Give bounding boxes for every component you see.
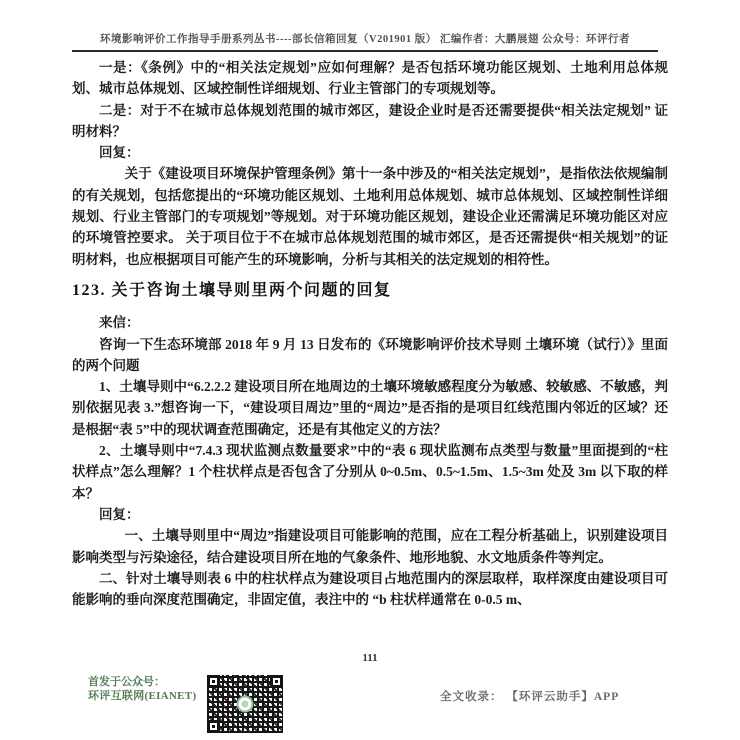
paragraph-question-2: 二是：对于不在城市总体规划范围的城市郊区，建设企业时是否还需要提供“相关法定规划” 证明材料？ [72,102,668,139]
qr-finder-bottom-left-icon [207,720,220,733]
paragraph-reply-label-2: 回复： [99,506,140,522]
publisher-line1: 首发于公众号： [88,676,165,688]
page-number: 111 [362,652,378,664]
paragraph-letter-intro: 咨询一下生态环境部 2018 年 9 月 13 日发布的《环境影响评价技术导则 土壤环境（试行）》里面的两个问题 [72,336,668,373]
paragraph-letter-q1: 1、土壤导则中“6.2.2.2 建设项目所在地周边的土壤环境敏感程度分为敏感、较敏感、不敏感，判别依据见表 3.”想咨询一下，“建设项目周边”里的“周边”是否指的是项目红线范围内邻近的区域？还是根据“表 5”中的现状调查范围确定，还是有其他定义的方法？ [72,379,668,437]
paragraph-reply-a2: 二、针对土壤导则表 6 中的柱状样点为建设项目占地范围内的深层取样，取样深度由建设项目可能影响的垂向深度范围确定，非固定值，表注中的 “b 柱状样通常在 0-0.5 m、 [72,570,668,608]
paragraph-reply-label: 回复： [99,145,140,161]
publisher-line2: 环评互联网(EIANET) [88,689,197,702]
document-body [72,57,668,610]
section-heading: 123. 关于咨询土壤导则里两个问题的回复 [72,281,392,299]
header-title: 环境影响评价工作指导手册系列丛书----部长信箱回复（V201901 版） 汇编作者：大鹏展翅 公众号：环评行者 [100,34,630,45]
paragraph-letter-q2: 2、土壤导则中“7.4.3 现状监测点数量要求”中的“表 6 现状监测布点类型与数量”里面提到的“柱状样点”怎么理解？1 个柱状样点是否包含了分别从 0~0.5m、0.5~1.5m、1.5~3m 处及 3m 以下取的样本？ [72,443,668,501]
page-header [72,31,658,52]
paragraph-letter-label: 来信： [99,315,140,331]
collection-note: 全文收录： 【环评云助手】APP [440,691,620,703]
qr-finder-top-left-icon [207,675,220,688]
qr-finder-top-right-icon [270,675,283,688]
publisher-info [88,676,196,703]
paragraph-question-1: 一是：《条例》中的“相关法定规划”应如何理解？是否包括环境功能区规划、土地利用总体规划、城市总体规划、区域控制性详细规划、行业主管部门的专项规划等。 [72,60,668,97]
paragraph-reply-body: 关于《建设项目环境保护管理条例》第十一条中涉及的“相关法定规划”，是指依法依规编制的有关规划，包括您提出的“环境功能区规划、土地利用总体规划、城市总体规划、区域控制性详细规划、行业主管部门的专项规划”等规划。对于环境功能区规划，建设企业还需满足环境功能区对应的环境管控要求。 关于项目位于不在城市总体规划范围的城市郊区，是否还需提供“相关规划”的证明材料，也应根据项目可能产生的环境影响，分析与其相关的法定规划的相符性。 [72,166,668,267]
paragraph-reply-a1: 一、土壤导则里中“周边”指建设项目可能影响的范围，应在工程分析基础上，识别建设项目影响类型与污染途径，结合建设项目所在地的气象条件、地形地貌、水文地质条件等判定。 [72,528,668,565]
qr-center-logo-icon [237,696,254,713]
qr-code-icon [207,675,283,733]
